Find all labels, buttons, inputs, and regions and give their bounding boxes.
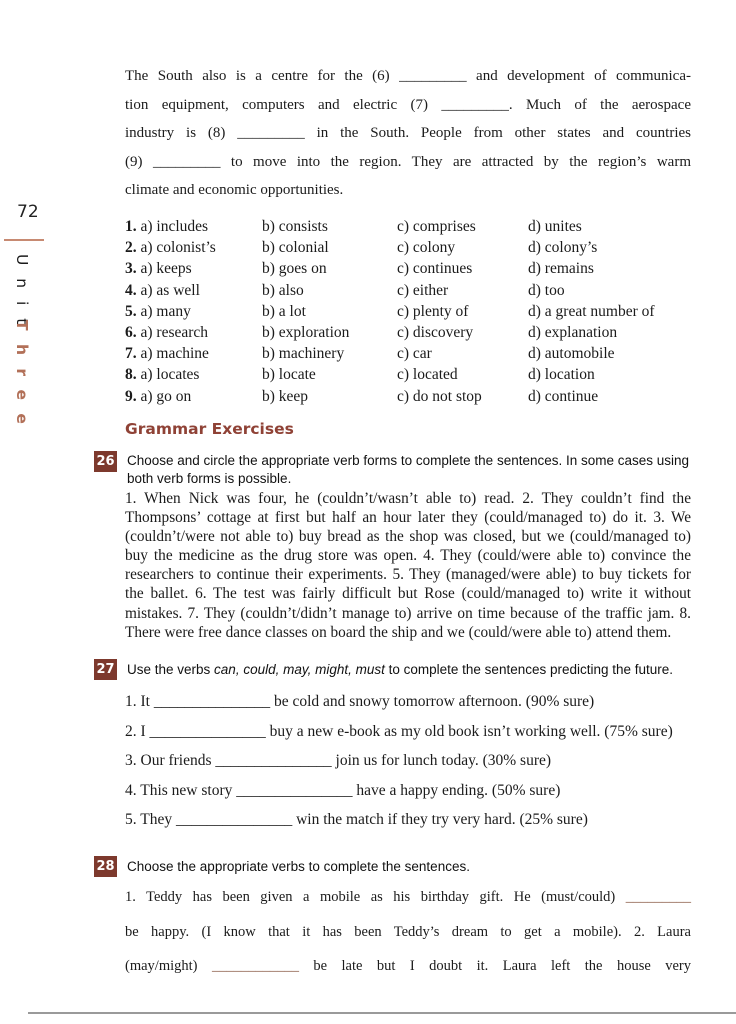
mc-option-a: 5. a) many (125, 302, 191, 320)
exercise-27-instruction: Use the verbs can, could, may, might, must to complete the sentences predicting the future. (127, 662, 674, 677)
intro-paragraph (125, 62, 691, 205)
mc-number: 8. (125, 366, 137, 384)
mc-option-d: d) colony’s (528, 239, 598, 257)
exercise-26-instruction: Choose and circle the appropriate verb forms to complete the sentences. In some cases using both verb forms is possible. (127, 453, 690, 486)
mc-option-d: d) explanation (528, 324, 618, 342)
intro-line: industry is (8) _________ in the South. People from other states and countries (125, 125, 691, 142)
mc-option-b: b) colonial (262, 239, 329, 257)
mc-option-a: 8. a) locates (125, 366, 200, 384)
exercise-27-item: 5. They _______________ win the match if they try very hard. (25% sure) (125, 811, 588, 828)
mc-option-b: b) consists (262, 218, 328, 235)
mc-option-b: b) also (262, 281, 304, 299)
exercise-27-item: 2. I _______________ buy a new e-book as my old book isn’t working well. (75% sure) (125, 722, 673, 740)
mc-number: 3. (125, 260, 137, 278)
exercise-26-body: 1. When Nick was four, he (couldn’t/wasn’t able to) read. 2. They couldn’t find the Thompsons’ cottage at first but half an hour later they (could/managed to) do it. 3. We (couldn’t/were not able to) buy bread as the shop was closed, but we (could/managed to) buy the medicine as the drug store was open. 4. They (could/were able to) convince the researchers to continue their experiments. 5. They (managed/were able) to buy tickets for the ballet. 6. The test was fairly difficult but Rose (could/managed to) write it without mistakes. 7. They (couldn’t/didn’t manage to) arrive on time because of the traffic jam. 8. There were free dance classes on board the ship and we (could/were able to) attend them. (125, 490, 691, 641)
mc-option-c: c) either (397, 281, 449, 299)
mc-number: 5. (125, 302, 137, 320)
unit-name-vertical: T h r e e (13, 320, 31, 428)
mc-option-c: c) comprises (397, 218, 476, 235)
mc-number: 6. (125, 324, 137, 342)
mc-option-a: 2. a) colonist’s (125, 239, 216, 257)
mc-option-a: 7. a) machine (125, 345, 209, 363)
mc-number: 9. (125, 387, 137, 405)
mc-option-d: d) a great number of (528, 302, 655, 320)
mc-option-c: c) located (397, 366, 458, 384)
mc-number: 7. (125, 345, 137, 363)
multiple-choice-table (125, 216, 691, 407)
mc-option-d: d) continue (528, 387, 599, 405)
mc-option-a: 9. a) go on (125, 387, 192, 405)
grammar-exercises-heading: Grammar Exercises (125, 420, 294, 438)
exercise-27-item: 3. Our friends _______________ join us for lunch today. (30% sure) (125, 752, 552, 769)
page-bottom-edge (28, 1012, 736, 1014)
mc-option-c: c) car (397, 345, 432, 363)
blank-line: ____________ (211, 958, 299, 974)
blank-line: _________ (625, 889, 691, 905)
verb-list-italic: can, could, may, might, must (214, 662, 385, 677)
mc-option-b: b) goes on (262, 260, 327, 278)
mc-option-a: 4. a) as well (125, 281, 200, 299)
mc-number: 2. (125, 239, 137, 257)
exercise-27-body (125, 691, 691, 839)
mc-option-b: b) machinery (262, 345, 345, 363)
mc-number: 1. (125, 218, 137, 235)
exercise-28-badge: 28 (94, 856, 117, 877)
mc-option-d: d) remains (528, 260, 594, 278)
mc-option-c: c) colony (397, 239, 456, 257)
mc-option-a: 1. a) includes (125, 218, 209, 235)
unit-label-vertical: U n i t (13, 254, 31, 329)
exercise-28-line: 1. Teddy has been given a mobile as his birthday gift. He (must/could) _________ (125, 889, 691, 905)
exercise-28-instruction: Choose the appropriate verbs to complete the sentences. (127, 859, 470, 874)
exercise-28-body (125, 880, 691, 984)
exercise-28-line: (may/might) ____________ be late but I doubt it. Laura left the house very (125, 958, 691, 974)
mc-option-c: c) plenty of (397, 302, 469, 320)
intro-line: (9) _________ to move into the region. They are attracted by the region’s warm (125, 153, 691, 170)
mc-option-c: c) continues (397, 260, 473, 278)
mc-option-a: 3. a) keeps (125, 260, 192, 278)
mc-option-d: d) automobile (528, 345, 615, 363)
exercise-27-badge: 27 (94, 659, 117, 680)
intro-line: climate and economic opportunities. (125, 182, 344, 199)
exercise-27-item: 1. It _______________ be cold and snowy tomorrow afternoon. (90% sure) (125, 693, 595, 710)
mc-option-b: b) keep (262, 387, 309, 405)
mc-number: 4. (125, 281, 137, 299)
page-number: 72 (17, 202, 39, 222)
exercise-26-badge: 26 (94, 451, 117, 472)
exercise-27-item: 4. This new story _______________ have a happy ending. (50% sure) (125, 781, 561, 799)
mc-option-d: d) unites (528, 218, 582, 235)
mc-option-b: b) locate (262, 366, 316, 384)
mc-option-b: b) exploration (262, 324, 350, 342)
intro-line: The South also is a centre for the (6) _________ and development of communica- (125, 68, 691, 84)
mc-option-b: b) a lot (262, 302, 306, 320)
mc-option-d: d) too (528, 281, 565, 299)
mc-option-c: c) do not stop (397, 387, 482, 405)
exercise-28-line: be happy. (I know that it has been Teddy’s dream to get a mobile). 2. Laura (125, 923, 691, 940)
mc-option-d: d) location (528, 366, 595, 384)
unit-divider-rule (4, 239, 44, 241)
mc-option-c: c) discovery (397, 324, 474, 342)
mc-option-a: 6. a) research (125, 324, 209, 342)
intro-line: tion equipment, computers and electric (7) _________. Much of the aerospace (125, 96, 691, 113)
